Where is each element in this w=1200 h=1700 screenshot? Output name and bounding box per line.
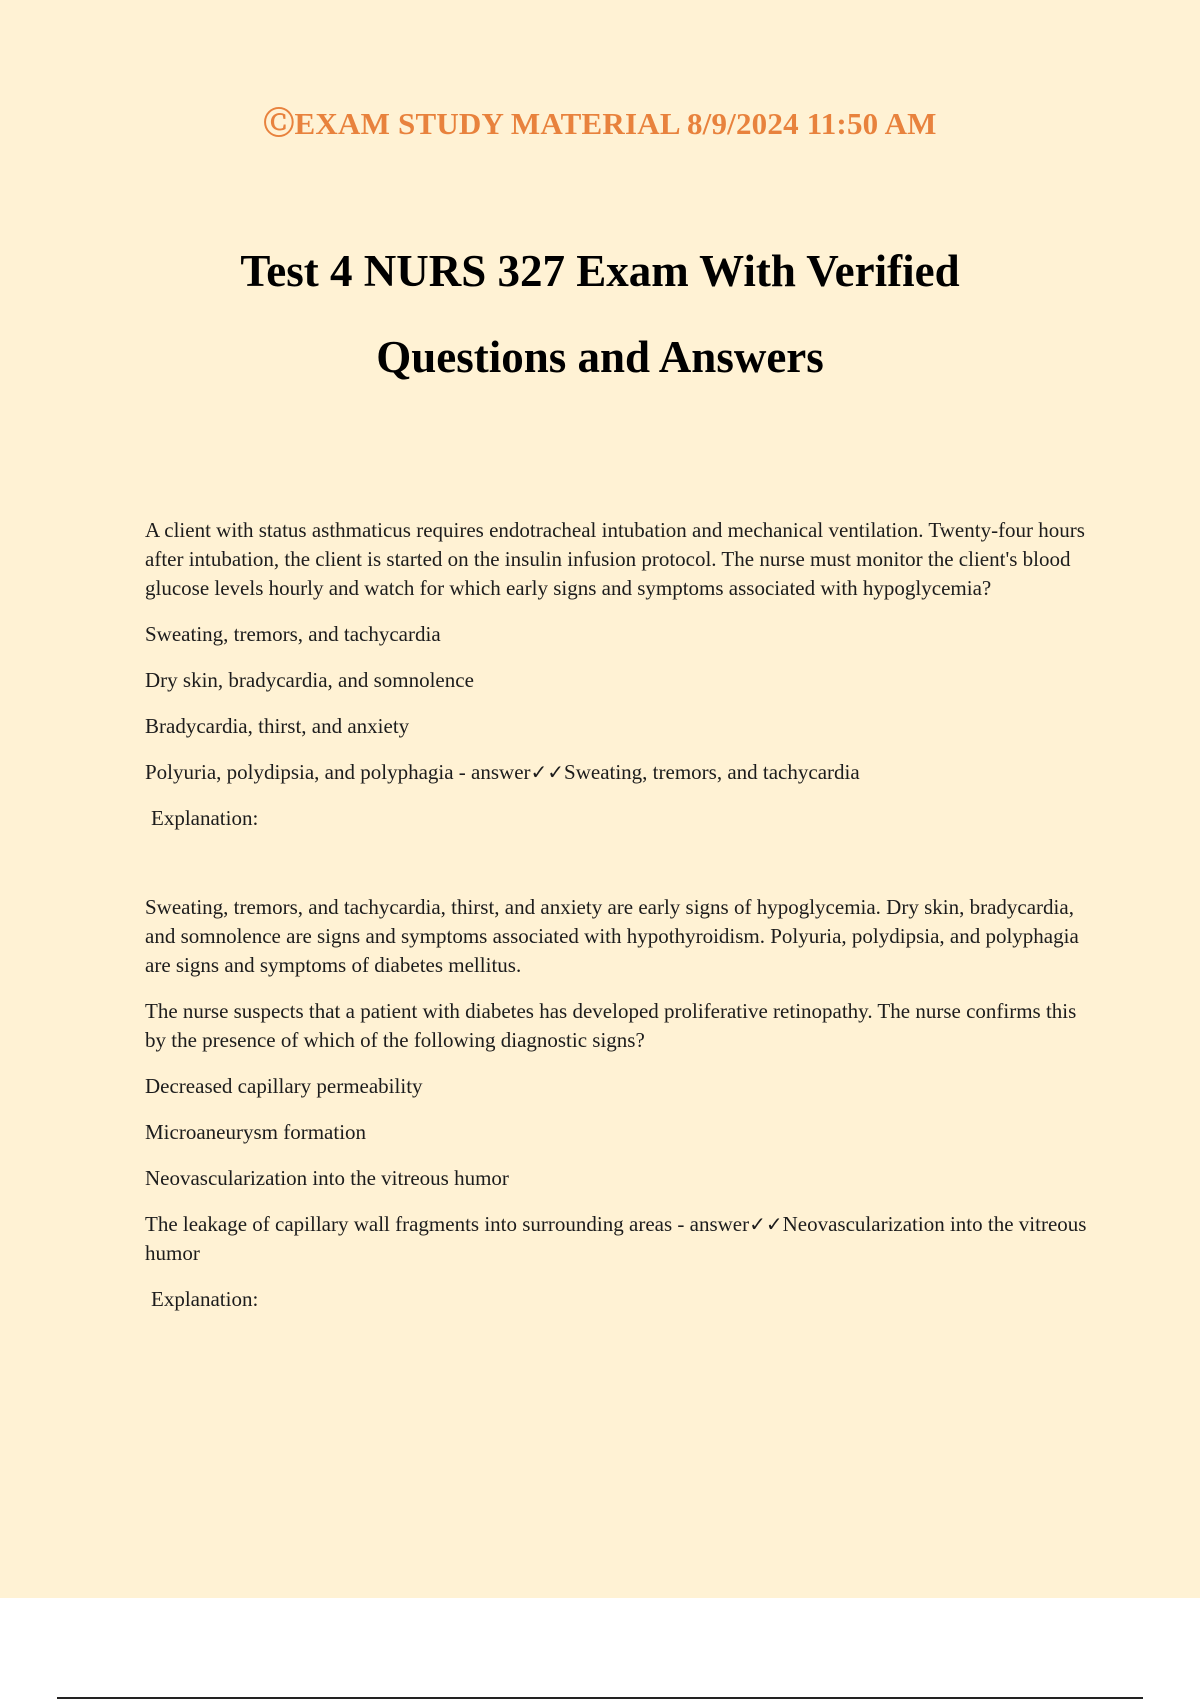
- watermark-header: ⒸEXAM STUDY MATERIAL 8/9/2024 11:50 AM: [263, 106, 937, 141]
- correct-answer: Neovascularization into the vitreous humor: [145, 1212, 1087, 1265]
- answer-option: Dry skin, bradycardia, and somnolence: [145, 668, 474, 692]
- footer-divider: [57, 1697, 1143, 1699]
- check-mark-icon: ✓✓: [749, 1212, 783, 1236]
- title-line-1: Test 4 NURS 327 Exam With Verified: [240, 246, 960, 296]
- answer-option: Neovascularization into the vitreous humor: [145, 1166, 509, 1190]
- answer-option: Bradycardia, thirst, and anxiety: [145, 714, 410, 738]
- question-prompt: A client with status asthmaticus requires endotracheal intubation and mechanical ventilation. Twenty-four hours after intubation, the client is started on the insulin infusion protocol. The nurse must monitor the client's blood glucose levels hourly and watch for which early signs and symptoms associated with hypoglycemia?: [145, 518, 1085, 600]
- answer-option: Microaneurysm formation: [145, 1120, 367, 1144]
- explanation-label: Explanation:: [151, 1287, 259, 1311]
- answer-option-with-answer: [145, 1210, 1095, 1268]
- document-body: [145, 516, 1095, 1314]
- answer-option-with-answer: [145, 758, 1095, 787]
- question-prompt: The nurse suspects that a patient with diabetes has developed proliferative retinopathy. The nurse confirms this by the presence of which of the following diagnostic signs?: [145, 999, 1077, 1052]
- answer-option: Sweating, tremors, and tachycardia: [145, 622, 441, 646]
- answer-option-text: The leakage of capillary wall fragments into surrounding areas - answer: [145, 1212, 750, 1236]
- title-line-2: Questions and Answers: [376, 332, 824, 382]
- explanation-label: Explanation:: [151, 806, 259, 830]
- check-mark-icon: ✓✓: [530, 760, 565, 784]
- answer-option-text: Polyuria, polydipsia, and polyphagia - answer: [145, 760, 531, 784]
- answer-option: Decreased capillary permeability: [145, 1074, 423, 1098]
- correct-answer: Sweating, tremors, and tachycardia: [564, 760, 860, 784]
- explanation-text: Sweating, tremors, and tachycardia, thirst, and anxiety are early signs of hypoglycemia. Dry skin, bradycardia, and somnolence are signs and symptoms associated with hypothyroidism. Polyuria, polydipsia, and polyphagia are signs and symptoms of diabetes mellitus.: [145, 895, 1079, 977]
- document-title: [100, 228, 1100, 400]
